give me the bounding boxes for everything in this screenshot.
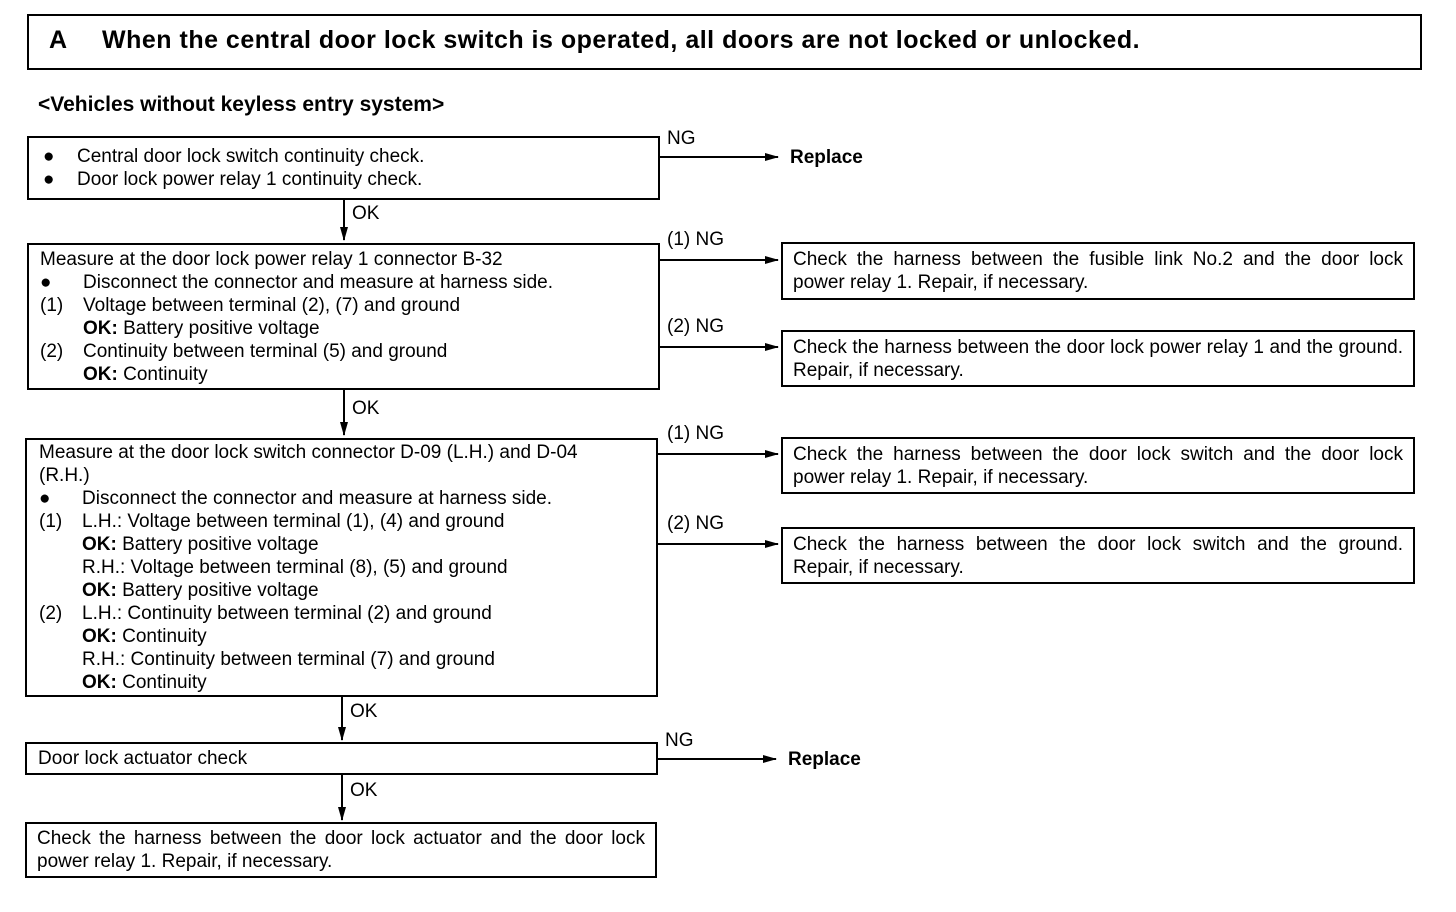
step3-bullet: Disconnect the connector and measure at harness side. [82, 488, 552, 509]
step3-ok-label: OK [350, 701, 378, 722]
ok-key: OK: [82, 626, 117, 647]
step5-box: Check the harness between the door lock actuator and the door lock power relay 1. Repair, if necessary. [25, 822, 657, 878]
step3-item1-num: (1) [39, 511, 63, 532]
step2-box [27, 243, 660, 390]
step3-item2-rh: R.H.: Continuity between terminal (7) and ground [82, 649, 495, 670]
step3-title-line2: (R.H.) [39, 465, 90, 486]
step3-item1-rh: R.H.: Voltage between terminal (8), (5) and ground [82, 557, 508, 578]
step3-item1-lh: L.H.: Voltage between terminal (1), (4) and ground [82, 511, 505, 532]
step2-item1-text: Voltage between terminal (2), (7) and ground [83, 295, 461, 316]
section-letter: A [49, 26, 68, 54]
ok-key: OK: [83, 318, 118, 339]
step2-item2-text: Continuity between terminal (5) and ground [83, 341, 448, 362]
ok-key: OK: [83, 364, 118, 385]
step3-item2-rh-ok: Continuity [122, 672, 207, 693]
step3-box [25, 438, 658, 697]
step2-item2-num: (2) [40, 341, 64, 362]
step3-ng1-label: (1) NG [667, 423, 724, 444]
step2-ng2-result: Check the harness between the door lock power relay 1 and the ground. Repair, if necessary. [781, 330, 1415, 387]
step3-ng2-result: Check the harness between the door lock switch and the ground. Repair, if necessary. [781, 527, 1415, 584]
step4-text: Door lock actuator check [38, 748, 248, 769]
step4-box [25, 742, 658, 775]
ok-key: OK: [82, 672, 117, 693]
step2-title: Measure at the door lock power relay 1 connector B-32 [40, 249, 503, 270]
step3-ng1-result: Check the harness between the door lock switch and the door lock power relay 1. Repair, if necessary. [781, 437, 1415, 494]
step2-item2-ok: Continuity [123, 364, 208, 385]
ok-key: OK: [82, 580, 117, 601]
step1-box [27, 136, 660, 200]
step1-ng-label: NG [667, 128, 696, 149]
step3-item2-lh-ok: Continuity [122, 626, 207, 647]
step2-bullet: Disconnect the connector and measure at harness side. [83, 272, 553, 293]
step2-ng1-label: (1) NG [667, 229, 724, 250]
step4-ok-label: OK [350, 780, 378, 801]
step2-item1-num: (1) [40, 295, 64, 316]
step2-ok-label: OK [352, 398, 380, 419]
bullet: ● [40, 272, 52, 293]
step3-ng2-label: (2) NG [667, 513, 724, 534]
step3-item2-num: (2) [39, 603, 63, 624]
step1-replace: Replace [790, 147, 863, 168]
step2-ng1-result: Check the harness between the fusible link No.2 and the door lock power relay 1. Repair, if necessary. [781, 242, 1415, 300]
step1-item-1: Central door lock switch continuity check. [77, 146, 425, 167]
section-title: When the central door lock switch is operated, all doors are not locked or unlocked. [102, 26, 1141, 54]
bullet: ● [43, 146, 55, 167]
ok-key: OK: [82, 534, 117, 555]
step4-ng-label: NG [665, 730, 694, 751]
step3-item1-rh-ok: Battery positive voltage [122, 580, 319, 601]
step1-item-2: Door lock power relay 1 continuity check. [77, 169, 423, 190]
bullet: ● [43, 169, 55, 190]
step3-item1-lh-ok: Battery positive voltage [122, 534, 319, 555]
step2-item1-ok: Battery positive voltage [123, 318, 320, 339]
bullet: ● [39, 488, 51, 509]
subtitle: <Vehicles without keyless entry system> [38, 93, 445, 116]
step1-ok-label: OK [352, 203, 380, 224]
step2-ng2-label: (2) NG [667, 316, 724, 337]
step3-title-line1: Measure at the door lock switch connector D-09 (L.H.) and D-04 [39, 442, 578, 463]
step3-item2-lh: L.H.: Continuity between terminal (2) and ground [82, 603, 492, 624]
step4-replace: Replace [788, 749, 861, 770]
